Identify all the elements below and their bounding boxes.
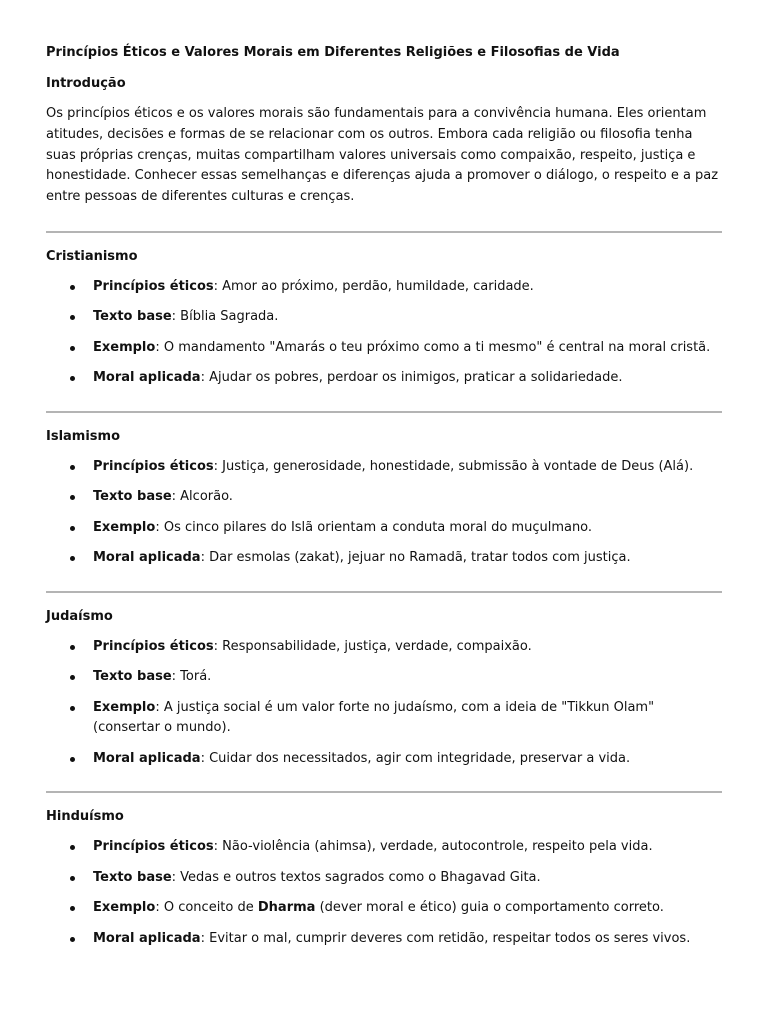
sections-container	[46, 231, 722, 950]
item-label: Moral aplicada	[93, 930, 201, 946]
item-label: Moral aplicada	[93, 750, 201, 766]
list-item	[46, 457, 722, 478]
list-item	[46, 277, 722, 298]
list-item	[46, 548, 722, 569]
list-item	[46, 868, 722, 889]
list-item	[46, 667, 722, 688]
item-label: Texto base	[93, 669, 172, 685]
item-text: : Amor ao próximo, perdão, humildade, caridade.	[213, 278, 534, 294]
item-label: Moral aplicada	[93, 370, 201, 386]
list-item	[46, 698, 722, 739]
item-text: : Ajudar os pobres, perdoar os inimigos, praticar a solidariedade.	[200, 370, 623, 386]
section-divider	[46, 411, 722, 413]
section-list	[46, 457, 722, 569]
document-content	[46, 44, 722, 949]
item-label: Moral aplicada	[93, 550, 201, 566]
section-divider	[46, 231, 722, 233]
item-text: : Responsabilidade, justiça, verdade, compaixão.	[213, 638, 532, 654]
item-label: Exemplo	[93, 519, 156, 535]
section-list	[46, 277, 722, 389]
document-title: Princípios Éticos e Valores Morais em Diferentes Religiões e Filosofias de Vida	[46, 45, 620, 60]
list-item	[46, 837, 722, 858]
intro-heading: Introdução	[46, 76, 126, 91]
item-text: : Os cinco pilares do Islã orientam a conduta moral do muçulmano.	[155, 519, 593, 535]
list-item	[46, 307, 722, 328]
list-item	[46, 929, 722, 950]
item-label: Exemplo	[93, 699, 156, 715]
item-text: : Bíblia Sagrada.	[171, 309, 279, 325]
item-label: Exemplo	[93, 339, 156, 355]
list-item	[46, 368, 722, 389]
item-text: : O mandamento "Amarás o teu próximo como a ti mesmo" é central na moral cristã.	[155, 339, 711, 355]
list-item	[46, 518, 722, 539]
item-emphasis: Dharma	[257, 900, 316, 916]
list-item	[46, 637, 722, 658]
section-title-judaismo: Judaísmo	[46, 608, 113, 624]
list-item	[46, 487, 722, 508]
item-label: Texto base	[93, 489, 172, 505]
item-text: : O conceito de	[155, 900, 258, 916]
item-label: Texto base	[93, 869, 172, 885]
item-text: : Dar esmolas (zakat), jejuar no Ramadã, tratar todos com justiça.	[200, 550, 631, 566]
list-item	[46, 749, 722, 770]
item-text: : Alcorão.	[171, 489, 233, 505]
item-text: : Não-violência (ahimsa), verdade, autocontrole, respeito pela vida.	[213, 839, 653, 855]
list-item	[46, 338, 722, 359]
item-text: : Justiça, generosidade, honestidade, submissão à vontade de Deus (Alá).	[213, 458, 694, 474]
section-list	[46, 637, 722, 770]
section-list	[46, 837, 722, 949]
item-text-continued: (dever moral e ético) guia o comportamento correto.	[315, 900, 664, 916]
item-label: Princípios éticos	[93, 839, 214, 855]
section-title-hinduismo: Hinduísmo	[46, 809, 124, 825]
item-label: Exemplo	[93, 900, 156, 916]
item-label: Texto base	[93, 309, 172, 325]
section-title-cristianismo: Cristianismo	[46, 248, 138, 264]
item-text: : Torá.	[171, 669, 212, 685]
item-label: Princípios éticos	[93, 638, 214, 654]
item-text: : A justiça social é um valor forte no judaísmo, com a ideia de "Tikkun Olam" (consertar o mundo).	[93, 699, 655, 736]
list-item	[46, 898, 722, 919]
item-label: Princípios éticos	[93, 458, 214, 474]
item-text: : Cuidar dos necessitados, agir com integridade, preservar a vida.	[200, 750, 631, 766]
section-divider	[46, 791, 722, 793]
section-title-islamismo: Islamismo	[46, 428, 121, 444]
section-divider	[46, 591, 722, 593]
item-text: : Vedas e outros textos sagrados como o Bhagavad Gita.	[171, 869, 541, 885]
item-text: : Evitar o mal, cumprir deveres com retidão, respeitar todos os seres vivos.	[200, 930, 691, 946]
item-label: Princípios éticos	[93, 278, 214, 294]
intro-paragraph: Os princípios éticos e os valores morais são fundamentais para a convivência humana. Eles orientam atitudes, decisões e formas de se relacionar com os outros. Embora cada religião ou filosofia tenha suas próprias crenças, muitas compartilham valores universais como compaixão, respeito, justiça e honestidade. Conhecer essas semelhanças e diferenças ajuda a promover o diálogo, o respeito e a paz entre pessoas de diferentes culturas e crenças.	[46, 106, 719, 205]
